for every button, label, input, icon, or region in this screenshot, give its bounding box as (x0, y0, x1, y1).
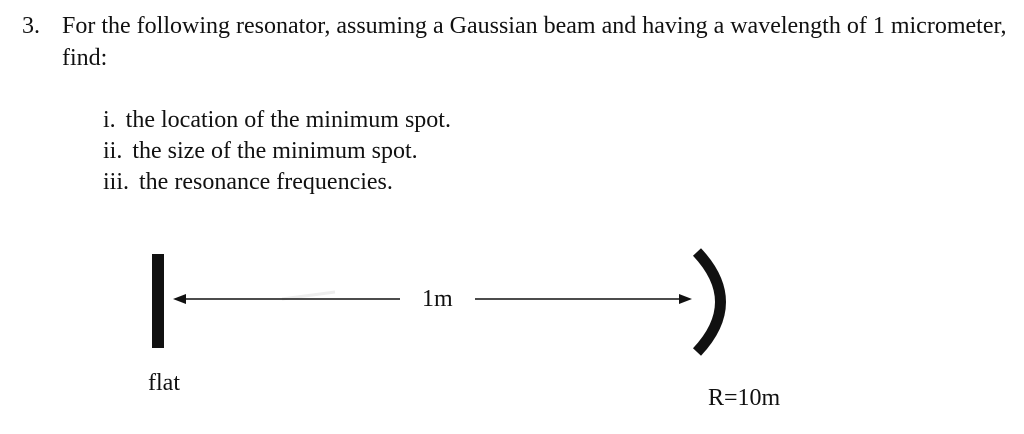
sub-question-text: the resonance frequencies. (139, 169, 393, 195)
sub-question-3 (103, 167, 451, 198)
curved-mirror (697, 252, 721, 352)
problem-text: For the following resonator, assuming a Gaussian beam and having a wavelength of 1 micrometer, find: (62, 13, 1007, 71)
sub-question-text: the location of the minimum spot. (125, 107, 451, 133)
sub-question-2 (103, 136, 451, 167)
scan-mark (282, 292, 335, 299)
curved-mirror-radius-label: R=10m (708, 385, 781, 411)
arrowhead-right (679, 294, 692, 304)
problem-number: 3. (22, 13, 40, 39)
distance-label: 1m (422, 286, 453, 312)
sub-question-marker: ii. (103, 138, 123, 164)
sub-question-marker: iii. (103, 169, 130, 195)
flat-mirror-label: flat (148, 370, 180, 396)
sub-question-marker: i. (103, 107, 116, 133)
sub-question-1 (103, 105, 451, 136)
resonator-diagram (0, 230, 1024, 434)
sub-question-list (103, 105, 451, 198)
sub-question-text: the size of the minimum spot. (132, 138, 418, 164)
flat-mirror (152, 254, 164, 348)
arrowhead-left (173, 294, 186, 304)
